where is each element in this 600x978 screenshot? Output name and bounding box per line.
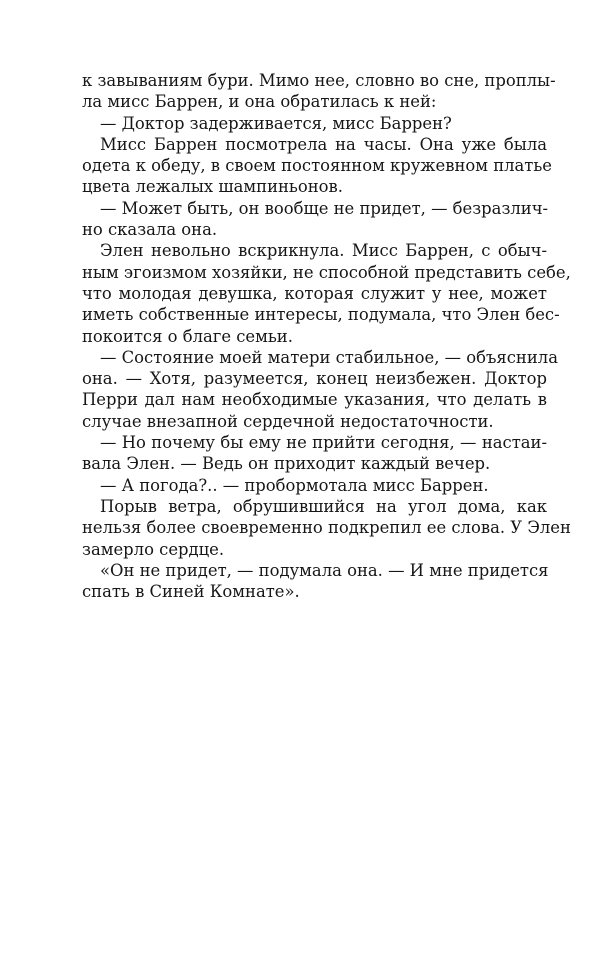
text-line: Перри дал нам необходимые указания, что делать в (82, 390, 547, 410)
paragraph (82, 496, 571, 560)
text-line: замерло сердце. (82, 539, 225, 559)
text-line: — Состояние моей матери стабильное, — объяснила (100, 347, 558, 367)
text-line: — Доктор задерживается, мисс Баррен? (100, 113, 452, 133)
text-line: что молодая девушка, которая служит у нее, может (82, 283, 547, 303)
text-line: иметь собственные интересы, подумала, что Элен бес- (82, 305, 560, 325)
text-line: ла мисс Баррен, и она обратилась к ней: (82, 92, 437, 112)
text-line: нельзя более своевременно подкрепил ее слова. У Элен (82, 518, 571, 538)
text-line: цвета лежалых шампиньонов. (82, 177, 343, 197)
text-line: — Может быть, он вообще не придет, — безразлич- (100, 198, 549, 218)
text-line: случае внезапной сердечной недостаточности. (82, 411, 494, 431)
paragraph (82, 560, 547, 603)
paragraph (82, 70, 556, 113)
text-line: одета к обеду, в своем постоянном кружевном платье (82, 156, 552, 176)
text-line: «Он не придет, — подумала она. — И мне придется (100, 560, 549, 580)
text-line: вала Элен. — Ведь он приходит каждый вечер. (82, 454, 491, 474)
paragraph (82, 134, 552, 198)
text-line: но сказала она. (82, 220, 218, 240)
paragraph (82, 113, 547, 134)
text-line: ным эгоизмом хозяйки, не способной представить себе, (82, 262, 571, 282)
text-line: покоится о благе семьи. (82, 326, 293, 346)
text-line: — Но почему бы ему не прийти сегодня, — настаи- (100, 433, 547, 453)
page-text (82, 70, 571, 602)
paragraph (82, 240, 571, 346)
text-line: Элен невольно вскрикнула. Мисс Баррен, с обыч- (100, 241, 547, 261)
paragraph (82, 347, 558, 432)
paragraph (82, 198, 547, 241)
paragraph (82, 475, 547, 496)
text-line: спать в Синей Комнате». (82, 582, 300, 602)
text-line: Мисс Баррен посмотрела на часы. Она уже была (100, 134, 547, 154)
text-line: Порыв ветра, обрушившийся на угол дома, как (100, 496, 547, 516)
text-line: она. — Хотя, разумеется, конец неизбежен. Доктор (82, 369, 547, 389)
text-line: к завываниям бури. Мимо нее, словно во сне, проплы- (82, 71, 556, 90)
paragraph (82, 432, 547, 475)
text-line: — А погода?.. — пробормотала мисс Баррен. (100, 475, 489, 495)
